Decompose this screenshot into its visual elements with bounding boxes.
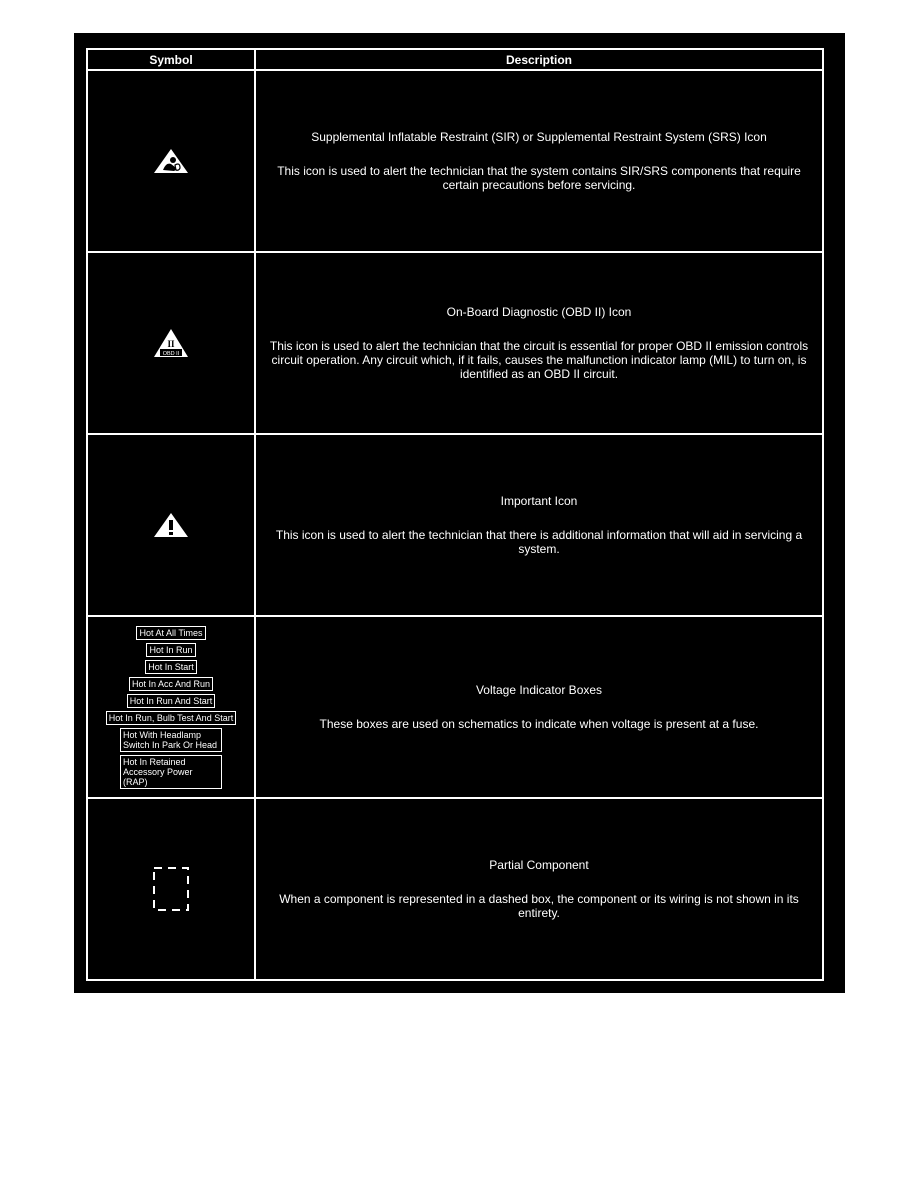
obd-ii-warning-icon: [153, 328, 189, 358]
table-row: [87, 616, 823, 798]
voltage-box: Hot In Run: [146, 643, 195, 657]
dashed-box-icon: [152, 866, 190, 912]
symbol-cell: [87, 252, 255, 434]
description-column-header: Description: [255, 49, 823, 70]
row-description: This icon is used to alert the technician that the circuit is essential for proper OBD II emission controls circuit operation. Any circuit which, if it fails, causes the malfunction indicator lamp (MIL) to turn on, is identified as an OBD II circuit.: [269, 339, 809, 381]
row-description: This icon is used to alert the technician that the system contains SIR/SRS components that require certain precautions before servicing.: [277, 164, 801, 192]
symbol-column-header: Symbol: [87, 49, 255, 70]
symbol-cell: [87, 70, 255, 252]
description-cell: [255, 70, 823, 252]
voltage-box: Hot In Start: [145, 660, 197, 674]
row-title: Important Icon: [500, 494, 578, 508]
voltage-box: Hot With Headlamp Switch In Park Or Head: [120, 728, 222, 752]
symbol-legend-table: [86, 48, 824, 981]
symbol-cell: [87, 616, 255, 798]
symbol-cell: [87, 434, 255, 616]
obd-icon-top-label: II: [167, 339, 175, 349]
row-title: Voltage Indicator Boxes: [475, 683, 603, 697]
row-title: Supplemental Inflatable Restraint (SIR) or Supplemental Restraint System (SRS) Icon: [311, 130, 767, 144]
table-row: [87, 252, 823, 434]
table-header-row: [87, 49, 823, 70]
voltage-box: Hot In Run, Bulb Test And Start: [106, 711, 236, 725]
row-description: These boxes are used on schematics to indicate when voltage is present at a fuse.: [319, 717, 759, 731]
voltage-box: Hot At All Times: [136, 626, 205, 640]
table-row: [87, 434, 823, 616]
voltage-box: Hot In Acc And Run: [129, 677, 213, 691]
description-cell: [255, 434, 823, 616]
voltage-box: Hot In Run And Start: [127, 694, 216, 708]
important-exclamation-icon: [153, 512, 189, 538]
row-title: On-Board Diagnostic (OBD II) Icon: [446, 305, 632, 319]
row-title: Partial Component: [489, 858, 589, 872]
symbol-cell: [87, 798, 255, 980]
description-cell: [255, 616, 823, 798]
row-description: This icon is used to alert the technician that there is additional information that will aid in servicing a system.: [275, 528, 803, 556]
voltage-indicator-boxes: [88, 626, 254, 789]
table-row: [87, 70, 823, 252]
airbag-warning-icon: [153, 148, 189, 174]
description-cell: [255, 252, 823, 434]
description-cell: [255, 798, 823, 980]
voltage-box: Hot In Retained Accessory Power (RAP): [120, 755, 222, 789]
table-row: [87, 798, 823, 980]
row-description: When a component is represented in a dashed box, the component or its wiring is not shown in its entirety.: [279, 892, 799, 920]
obd-icon-bottom-label: OBD II: [162, 351, 180, 357]
